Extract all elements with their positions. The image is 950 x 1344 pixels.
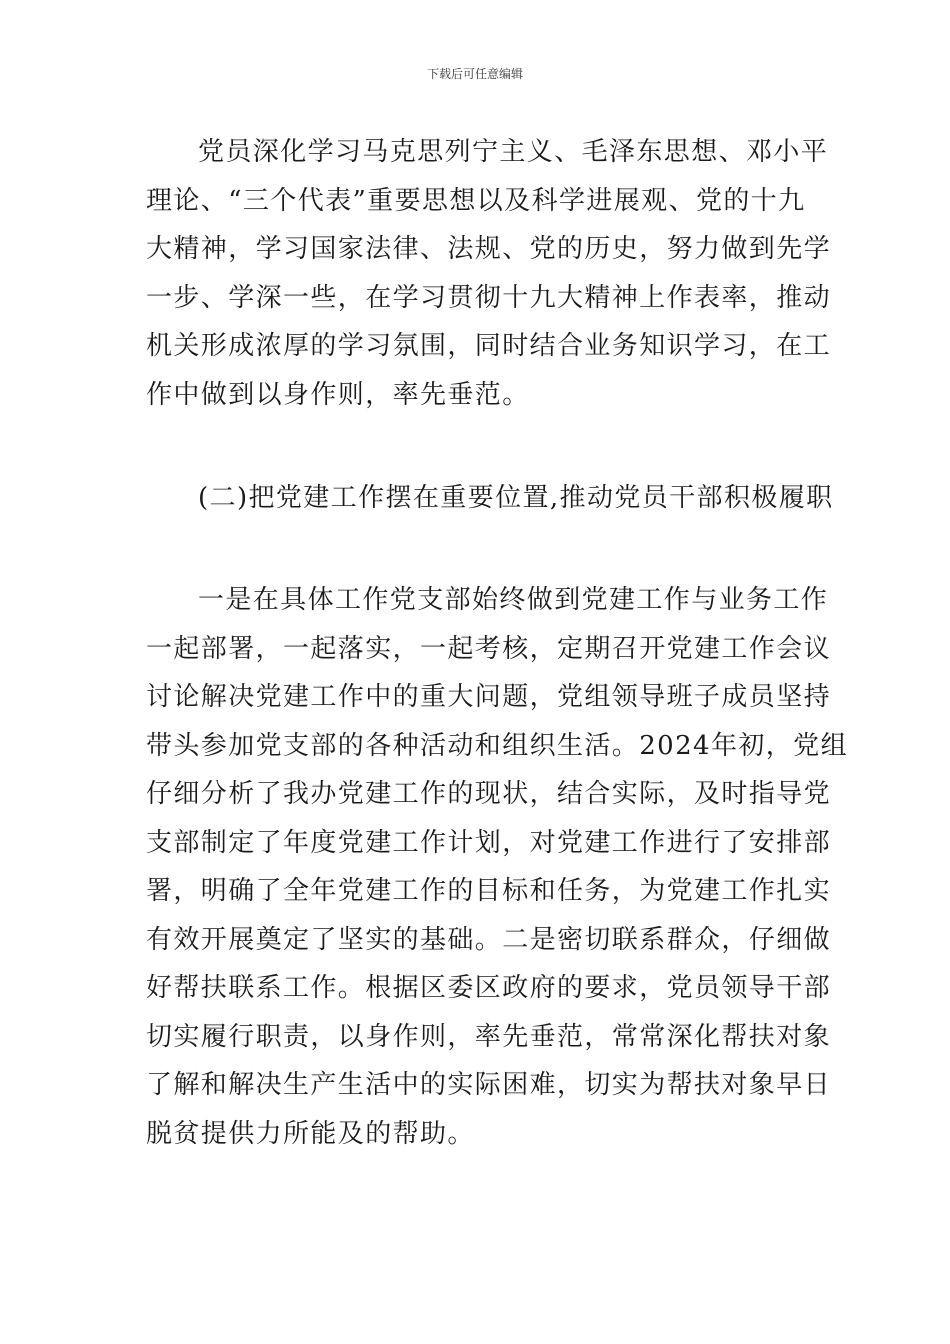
paragraph-line: 仔细分析了我办党建工作的现状，结合实际，及时指导党 bbox=[146, 779, 832, 809]
header-note: 下载后可任意编辑 bbox=[426, 67, 523, 81]
paragraph-line: 理论、“三个代表”重要思想以及科学进展观、党的十九 bbox=[146, 185, 806, 216]
paragraph-line: 支部制定了年度党建工作计划，对党建工作进行了安排部 bbox=[146, 827, 832, 858]
paragraph-line: 大精神，学习国家法律、法规、党的历史，努力做到先学 bbox=[146, 234, 832, 264]
paragraph-line: 作中做到以身作则，率先垂范。 bbox=[146, 379, 530, 410]
section-heading-text: (二)把党建工作摆在重要位置,推动党员干部积极履职 bbox=[198, 483, 834, 513]
paragraph-line: 了解和解决生产生活中的实际困难，切实为帮扶对象早日 bbox=[146, 1070, 832, 1100]
paragraph-line: 一起部署，一起落实，一起考核，定期召开党建工作会议 bbox=[146, 633, 832, 664]
paragraph-line: 机关形成浓厚的学习氛围，同时结合业务知识学习，在工 bbox=[146, 331, 832, 361]
paragraph-line: 署，明确了全年党建工作的目标和任务，为党建工作扎实 bbox=[146, 876, 832, 906]
paragraph-party-building bbox=[146, 576, 848, 1158]
paragraph-line: 讨论解决党建工作中的重大问题，党组领导班子成员坚持 bbox=[146, 682, 832, 712]
paragraph-line: 切实履行职责，以身作则，率先垂范，常常深化帮扶对象 bbox=[146, 1021, 832, 1052]
paragraph-line: 党员深化学习马克思列宁主义、毛泽东思想、邓小平 bbox=[198, 137, 829, 167]
paragraph-line: 好帮扶联系工作。根据区委区政府的要求，党员领导干部 bbox=[146, 973, 832, 1003]
paragraph-line: 一步、学深一些，在学习贯彻十九大精神上作表率，推动 bbox=[146, 282, 832, 313]
paragraph-line: 带头参加党支部的各种活动和组织生活。2024年初，党组 bbox=[146, 730, 848, 761]
section-heading bbox=[146, 474, 834, 523]
paragraph-line: 有效开展奠定了坚实的基础。二是密切联系群众，仔细做 bbox=[146, 924, 832, 955]
paragraph-line: 脱贫提供力所能及的帮助。 bbox=[146, 1118, 475, 1149]
paragraph-line: 一是在具体工作党支部始终做到党建工作与业务工作 bbox=[198, 585, 829, 615]
paragraph-party-study bbox=[146, 128, 832, 419]
